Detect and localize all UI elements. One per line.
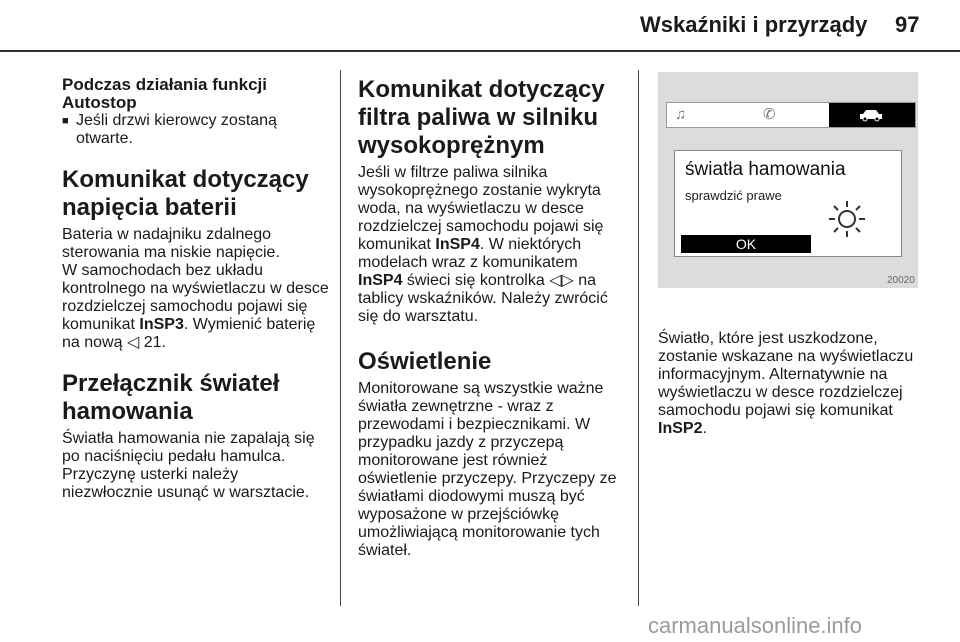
fuel-filter-heading: Komunikat dotyczący filtra paliwa w silniku wysokoprężnym: [358, 76, 605, 159]
watermark: carmanualsonline.info: [648, 613, 863, 638]
column-right: [658, 76, 928, 438]
ok-button[interactable]: OK: [681, 235, 811, 253]
bullet-icon: ■: [62, 115, 69, 127]
phone-icon: ✆: [763, 106, 776, 123]
music-note-icon: ♫: [675, 106, 687, 123]
autostop-heading: Podczas działania funkcji Autostop: [62, 75, 268, 112]
display-caption: Światło, które jest uszkodzone, zostanie wskazane na wyświetlaczu informacyjnym. Alternatywnie na wyświetlaczu w desce rozdzielczej samochodu pojawi się komunikat InSP2.: [658, 330, 914, 437]
column-divider: [638, 70, 639, 606]
info-display-illustration: [658, 72, 918, 288]
warning-lamp-icon: ◁▷: [549, 272, 574, 289]
light-bulb-icon: [825, 197, 869, 241]
list-item: [62, 112, 330, 148]
autostop-bullet-text: Jeśli drzwi kierowcy zostaną otwarte.: [76, 112, 277, 147]
car-icon: [859, 108, 883, 122]
column-divider: [340, 70, 341, 606]
page-ref-link[interactable]: 21.: [143, 334, 166, 351]
message-code: InSP4: [358, 272, 403, 289]
page-ref-arrow-icon: ◁: [126, 334, 140, 351]
display-message-box: [674, 150, 902, 257]
battery-text-2: W samochodach bez układu kontrolnego na wyświetlaczu w desce rozdzielczej samochodu pojawi się komunikat InSP3. Wymienić baterię na nową ◁ 21.: [62, 262, 329, 351]
lighting-heading: Oświetlenie: [358, 348, 492, 375]
battery-text-1: Bateria w nadajniku zdalnego sterowania ma niskie napięcie.: [62, 226, 280, 261]
display-message-title: światła hamowania: [685, 159, 846, 180]
page-number: 97: [895, 12, 920, 37]
image-code: 20020: [887, 275, 915, 286]
message-code: InSP4: [435, 236, 480, 253]
header-rule: [0, 50, 960, 52]
column-left: [62, 76, 330, 502]
brake-heading: Przełącznik świateł hamowania: [62, 370, 280, 425]
display-tab-bar: [666, 102, 916, 128]
message-code: InSP3: [139, 316, 184, 333]
lighting-text: Monitorowane są wszystkie ważne światła zewnętrzne - wraz z przewodami i bezpiecznikami. W przypadku jazdy z przyczepą monitorowane jest również oświetlenie przyczepy. Przyczepy ze światłami diodowymi muszą być wyposażone w przejściówkę umożliwiającą monitorowanie tych świateł.: [358, 380, 617, 559]
display-message-subtitle: sprawdzić prawe: [685, 188, 782, 203]
display-tab-vehicle: [829, 103, 915, 127]
page-title: Wskaźniki i przyrządy: [640, 12, 868, 37]
column-middle: [358, 76, 624, 560]
message-code: InSP2: [658, 420, 703, 437]
brake-text: Światła hamowania nie zapalają się po naciśnięciu pedału hamulca. Przyczynę usterki należy niezwłocznie usunąć w warsztacie.: [62, 430, 315, 501]
battery-heading: Komunikat dotyczący napięcia baterii: [62, 166, 309, 221]
fuel-filter-text: Jeśli w filtrze paliwa silnika wysokoprężnego zostanie wykryta woda, na wyświetlaczu w desce rozdzielczej samochodu pojawi się komunikat InSP4. W niektórych modelach wraz z komunikatem InSP4 świeci się kontrolka ◁▷ na tablicy wskaźników. Należy zwrócić się do warsztatu.: [358, 164, 608, 325]
